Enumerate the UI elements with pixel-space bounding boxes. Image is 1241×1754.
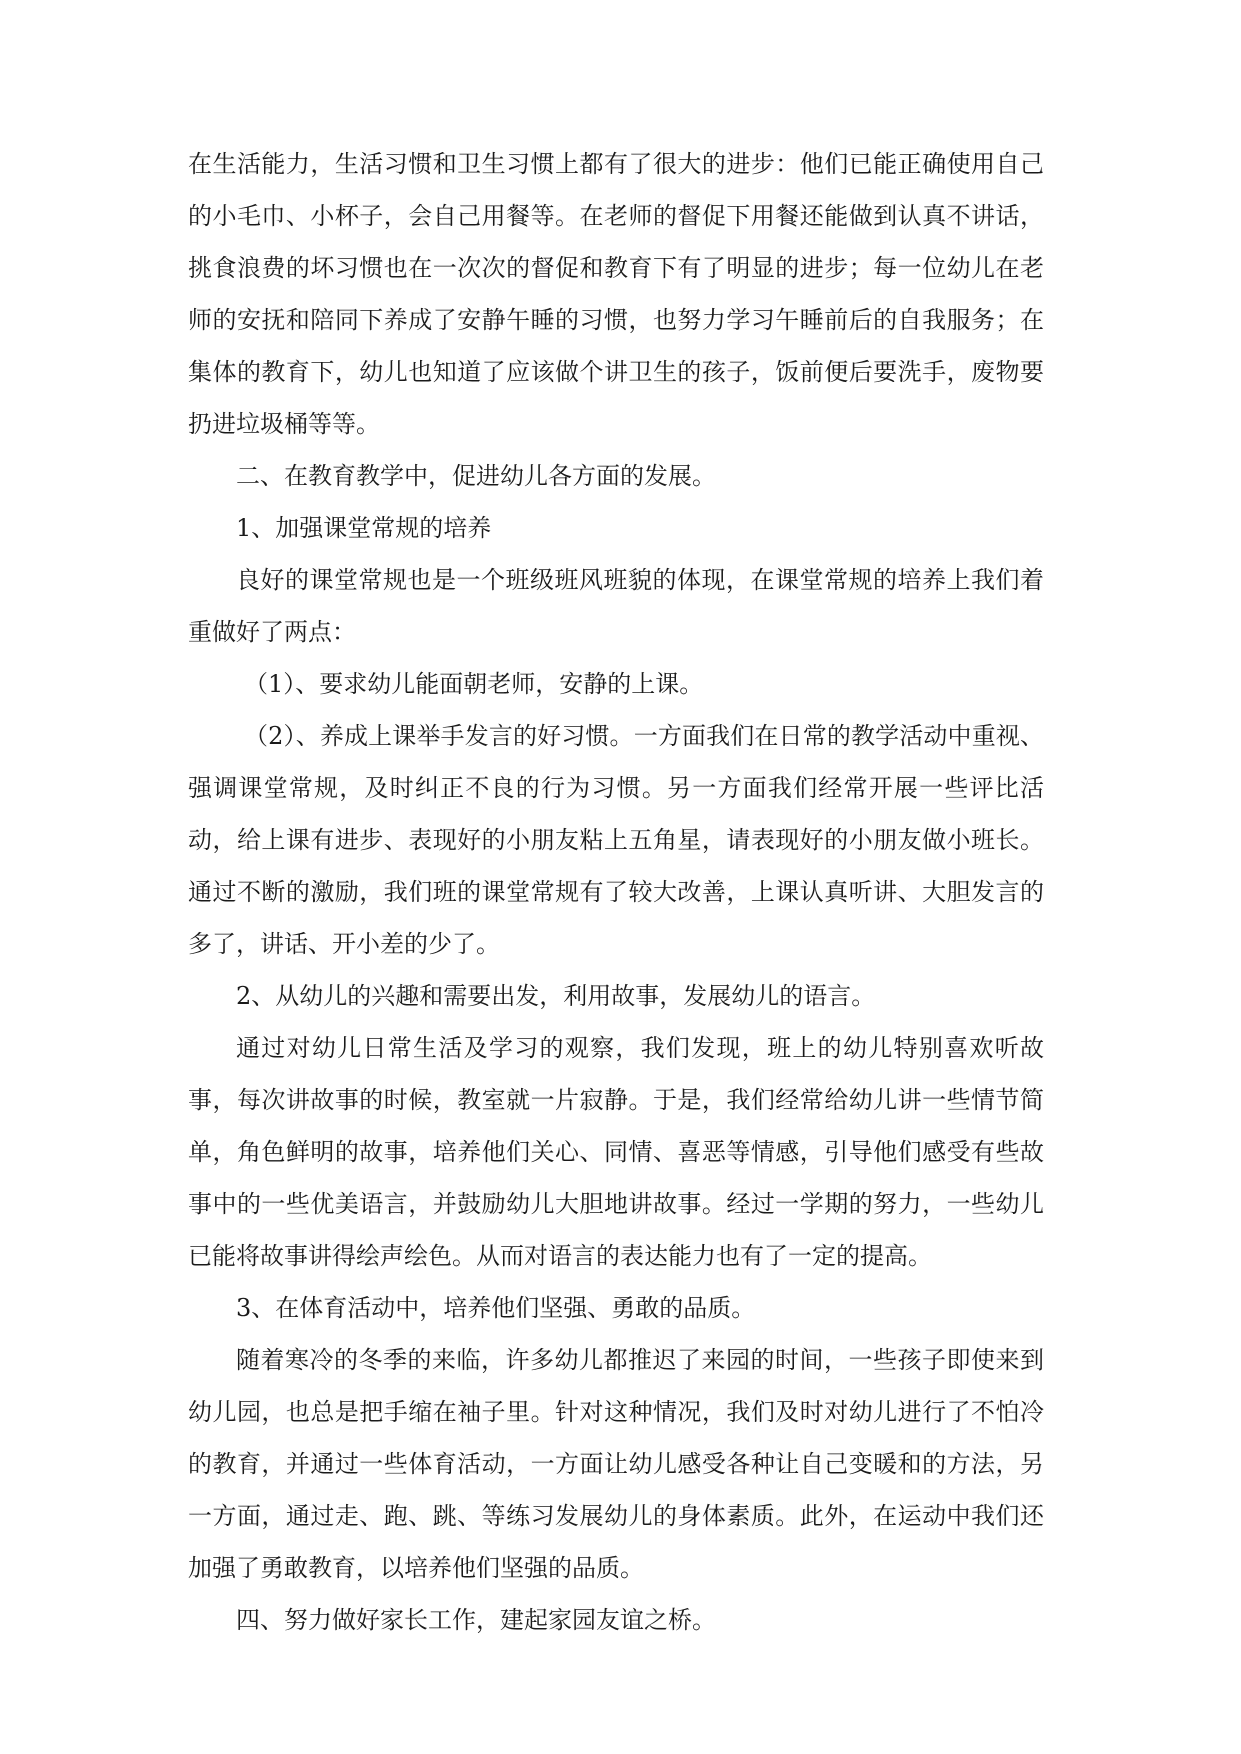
heading-classroom-routine: 1、加强课堂常规的培养 — [236, 514, 492, 542]
heading-story-language: 2、从幼儿的兴趣和需要出发，利用故事，发展幼儿的语言。 — [236, 982, 876, 1010]
paragraph-physical-activity: 随着寒冷的冬季的来临，许多幼儿都推迟了来园的时间，一些孩子即使来到幼儿园，也总是把手缩在袖子里。针对这种情况，我们及时对幼儿进行了不怕冷的教育，并通过一些体育活动，一方面让幼儿感受各种让自己变暖和的方法，另一方面，通过走、跑、跳、等练习发展幼儿的身体素质。此外，在运动中我们还加强了勇敢教育，以培养他们坚强的品质。 — [188, 1346, 1044, 1582]
document-body — [188, 138, 1044, 1646]
list-item-2: （2）、养成上课举手发言的好习惯。一方面我们在日常的教学活动中重视、强调课堂常规，及时纠正不良的行为习惯。另一方面我们经常开展一些评比活动，给上课有进步、表现好的小朋友粘上五角星，请表现好的小朋友做小班长。通过不断的激励，我们班的课堂常规有了较大改善，上课认真听讲、大胆发言的多了，讲话、开小差的少了。 — [188, 722, 1044, 958]
paragraph-classroom-routine: 良好的课堂常规也是一个班级班风班貌的体现，在课堂常规的培养上我们着重做好了两点： — [188, 566, 1044, 646]
heading-physical-activity: 3、在体育活动中，培养他们坚强、勇敢的品质。 — [236, 1294, 756, 1322]
heading-section-two: 二、在教育教学中，促进幼儿各方面的发展。 — [236, 462, 716, 490]
list-item-1: （1）、要求幼儿能面朝老师，安静的上课。 — [244, 670, 704, 698]
paragraph-life-skills: 在生活能力，生活习惯和卫生习惯上都有了很大的进步：他们已能正确使用自己的小毛巾、小杯子，会自己用餐等。在老师的督促下用餐还能做到认真不讲话，挑食浪费的坏习惯也在一次次的督促和教育下有了明显的进步；每一位幼儿在老师的安抚和陪同下养成了安静午睡的习惯，也努力学习午睡前后的自我服务；在集体的教育下，幼儿也知道了应该做个讲卫生的孩子，饭前便后要洗手，废物要扔进垃圾桶等等。 — [188, 150, 1044, 438]
paragraph-story-language: 通过对幼儿日常生活及学习的观察，我们发现，班上的幼儿特别喜欢听故事，每次讲故事的时候，教室就一片寂静。于是，我们经常给幼儿讲一些情节简单，角色鲜明的故事，培养他们关心、同情、喜恶等情感，引导他们感受有些故事中的一些优美语言，并鼓励幼儿大胆地讲故事。经过一学期的努力，一些幼儿已能将故事讲得绘声绘色。从而对语言的表达能力也有了一定的提高。 — [188, 1034, 1044, 1270]
heading-section-four: 四、努力做好家长工作，建起家园友谊之桥。 — [236, 1606, 716, 1634]
